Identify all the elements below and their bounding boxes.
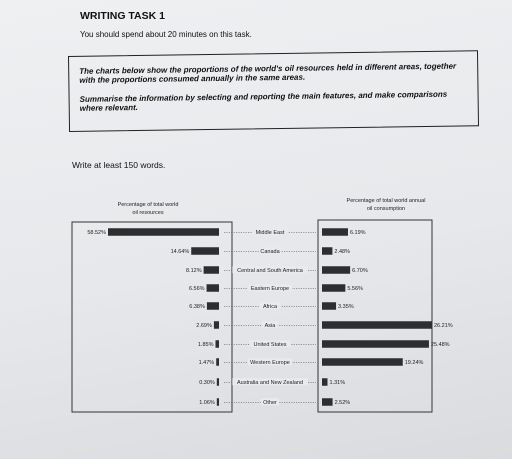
resource-value-label: 1.85% bbox=[197, 342, 214, 348]
word-count-instruction: Write at least 150 words. bbox=[72, 160, 166, 170]
consumption-value-label: 2.52% bbox=[334, 400, 351, 406]
consumption-value-label: 19.24% bbox=[404, 360, 424, 366]
resource-bar bbox=[216, 358, 219, 366]
right-title-line: oil consumption bbox=[366, 206, 406, 212]
resource-value-label: 14.64% bbox=[170, 249, 190, 255]
category-label: Central and South America bbox=[237, 268, 303, 274]
resource-bar bbox=[217, 398, 219, 406]
consumption-bar bbox=[322, 321, 432, 329]
consumption-value-label: 25.48% bbox=[430, 342, 450, 348]
resource-value-label: 1.06% bbox=[199, 400, 215, 406]
category-label: Australia and New Zealand bbox=[236, 380, 304, 386]
resource-value-label: 6.38% bbox=[189, 304, 205, 310]
consumption-bar bbox=[322, 302, 336, 310]
category-label: Middle East bbox=[255, 230, 285, 236]
resource-bar bbox=[207, 284, 219, 292]
resource-value-label: 58.52% bbox=[87, 230, 106, 236]
right-title-line: Percentage of total world annual bbox=[346, 198, 426, 204]
category-label: Other bbox=[263, 400, 277, 406]
resource-bar bbox=[207, 302, 219, 310]
right-chart-title bbox=[347, 198, 426, 212]
consumption-bar bbox=[322, 284, 345, 292]
left-title-line: oil resources bbox=[132, 210, 164, 216]
resource-bar bbox=[214, 321, 219, 329]
resource-bar bbox=[215, 340, 219, 348]
consumption-value-label: 5.56% bbox=[347, 286, 363, 292]
category-label: Africa bbox=[262, 304, 278, 310]
consumption-bar bbox=[322, 340, 429, 348]
left-title-line: Percentage of total world bbox=[117, 202, 179, 208]
resource-bar bbox=[108, 228, 219, 236]
consumption-bar bbox=[322, 266, 350, 274]
resource-value-label: 8.12% bbox=[185, 268, 202, 274]
consumption-value-label: 26.21% bbox=[434, 323, 453, 329]
resource-value-label: 1.47% bbox=[198, 360, 215, 366]
category-label: Canada bbox=[260, 249, 280, 255]
consumption-value-label: 6.70% bbox=[352, 268, 368, 274]
prompt-description: The charts below show the proportions of the world's oil resources held in different areas, together with the proportions consumed annually in the same areas. bbox=[79, 61, 457, 85]
category-label: Western Europe bbox=[250, 360, 290, 366]
resource-bar bbox=[217, 378, 219, 386]
resource-value-label: 6.56% bbox=[188, 286, 205, 292]
resource-value-label: 2.69% bbox=[196, 323, 212, 329]
consumption-value-label: 2.48% bbox=[334, 249, 351, 255]
prompt-summarise: Summarise the information by selecting and reporting the main features, and make comparisons where relevant. bbox=[79, 89, 448, 113]
consumption-bar bbox=[322, 398, 333, 406]
category-label: United States bbox=[253, 342, 287, 348]
left-chart-title bbox=[118, 202, 179, 216]
category-label: Asia bbox=[264, 323, 276, 329]
consumption-bar bbox=[322, 378, 327, 386]
consumption-bar bbox=[322, 358, 403, 366]
consumption-bar bbox=[322, 247, 332, 255]
task-title: WRITING TASK 1 bbox=[80, 10, 165, 22]
resource-value-label: 0.30% bbox=[199, 380, 215, 386]
consumption-value-label: 3.35% bbox=[338, 304, 354, 310]
consumption-value-label: 1.31% bbox=[329, 380, 346, 386]
resource-bar bbox=[204, 266, 219, 274]
consumption-value-label: 6.19% bbox=[349, 230, 366, 236]
category-label: Eastern Europe bbox=[250, 286, 290, 292]
consumption-bar bbox=[322, 228, 348, 236]
resource-bar bbox=[191, 247, 219, 255]
time-instruction: You should spend about 20 minutes on this task. bbox=[80, 30, 252, 39]
